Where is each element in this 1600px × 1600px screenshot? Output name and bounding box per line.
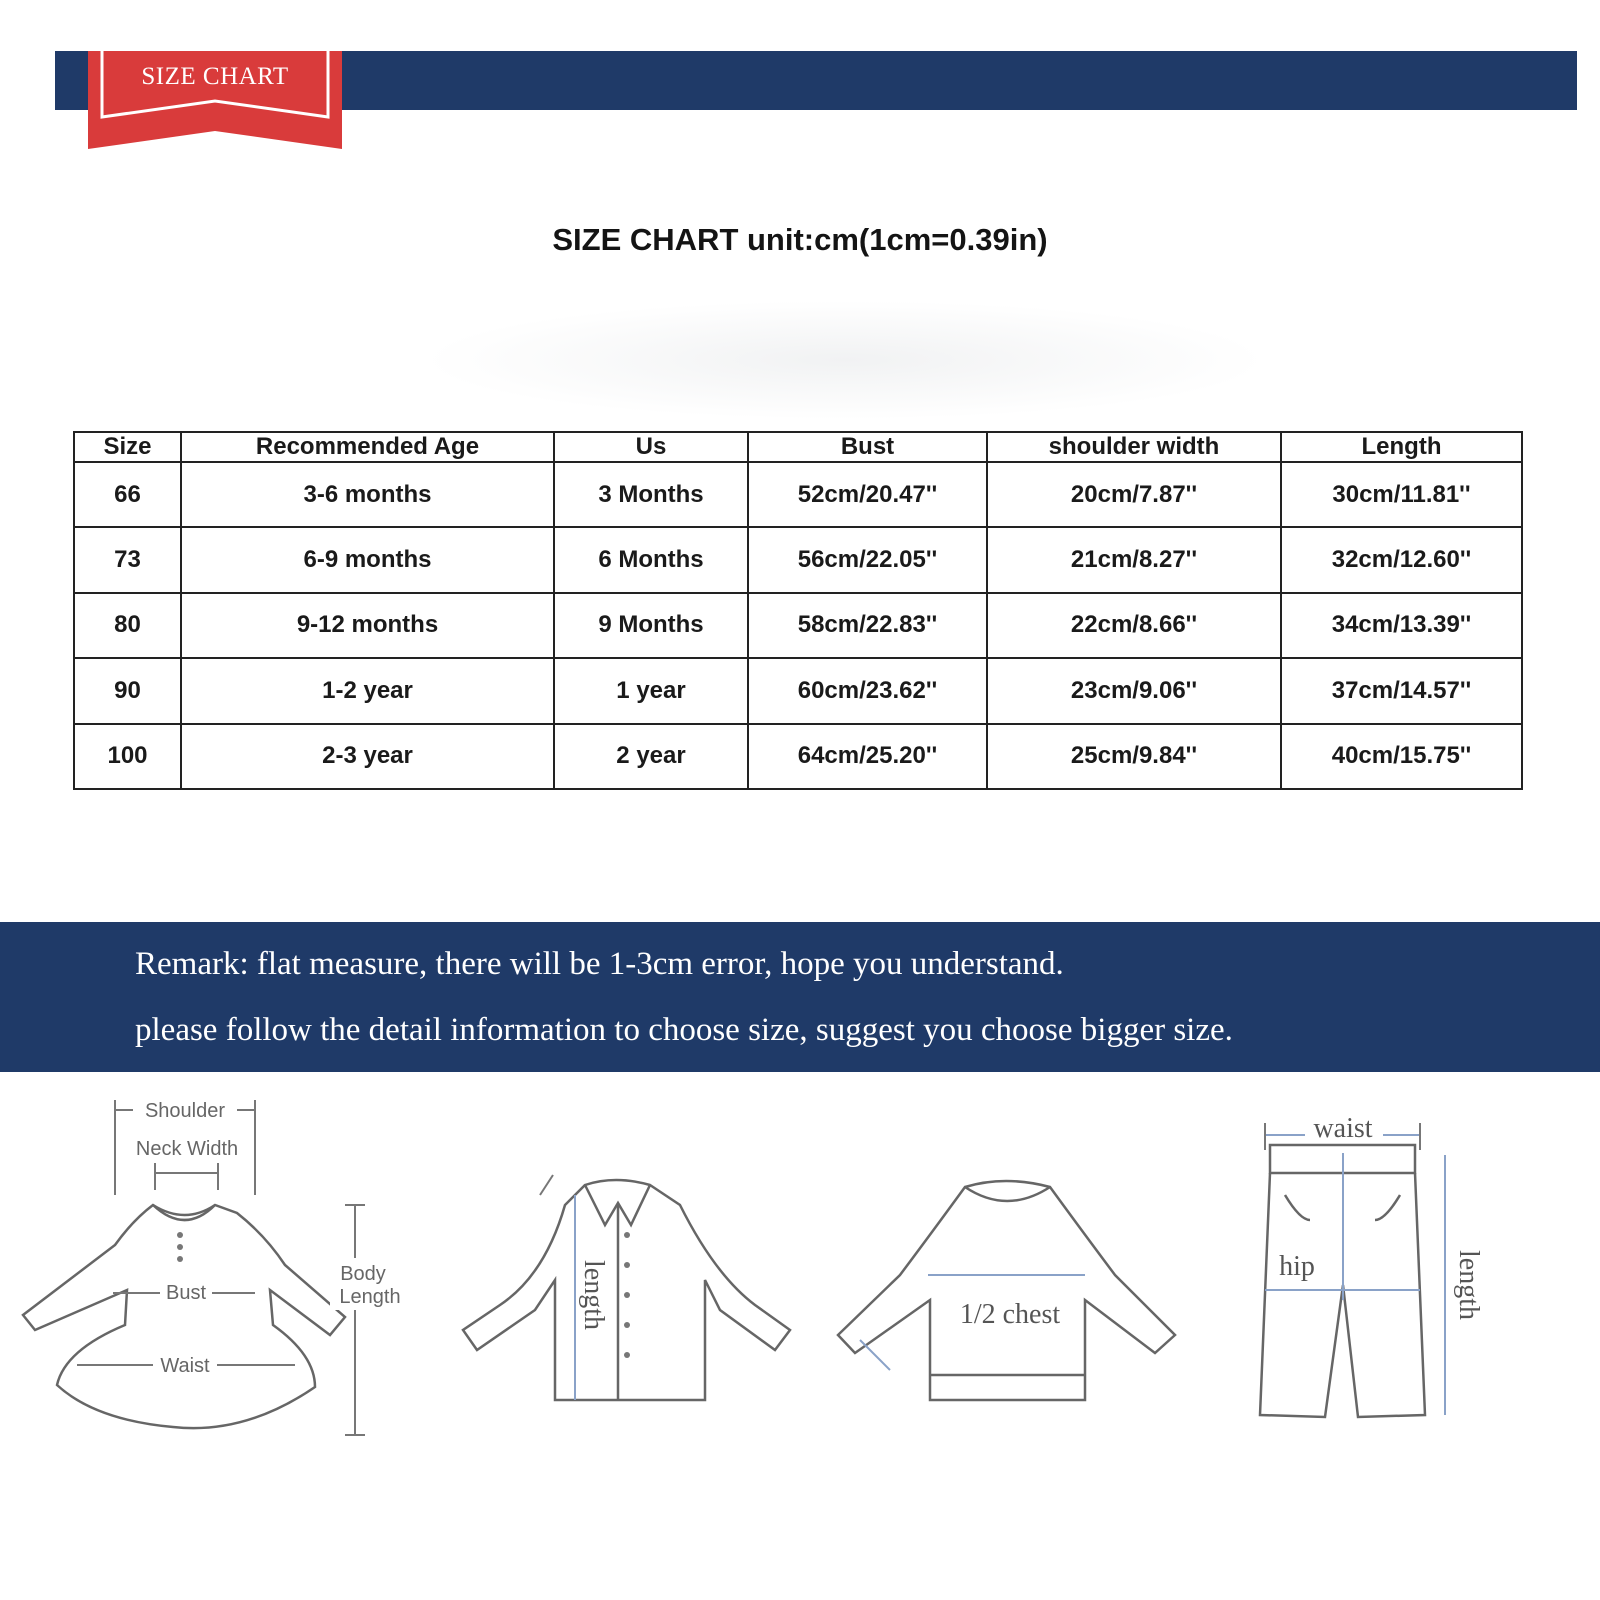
label-half-chest: 1/2 chest [959, 1299, 1061, 1330]
cell-bust: 64cm/25.20'' [748, 724, 987, 789]
cell-us: 2 year [554, 724, 748, 789]
label-shirt-length: length [578, 1260, 609, 1330]
cell-length: 30cm/11.81'' [1281, 462, 1522, 527]
cell-shoulder: 22cm/8.66'' [987, 593, 1281, 658]
cell-age: 3-6 months [181, 462, 554, 527]
header-size: Size [74, 432, 181, 462]
cell-age: 9-12 months [181, 593, 554, 658]
cell-shoulder: 25cm/9.84'' [987, 724, 1281, 789]
header-us: Us [554, 432, 748, 462]
cell-us: 6 Months [554, 527, 748, 592]
sweater-diagram [830, 1095, 1190, 1425]
cell-us: 3 Months [554, 462, 748, 527]
cell-shoulder: 21cm/8.27'' [987, 527, 1281, 592]
remark-line-2: please follow the detail information to choose size, suggest you choose bigger size. [135, 1012, 1233, 1048]
cell-size: 66 [74, 462, 181, 527]
shirt-icon [455, 1095, 805, 1425]
label-body-length: Length [339, 1286, 401, 1308]
cell-age: 2-3 year [181, 724, 554, 789]
label-waist: Waist [160, 1355, 210, 1377]
header-length: Length [1281, 432, 1522, 462]
label-neck-width: Neck Width [135, 1138, 239, 1160]
table-row [74, 724, 1522, 789]
cell-bust: 60cm/23.62'' [748, 658, 987, 723]
cell-us: 1 year [554, 658, 748, 723]
sweater-icon [830, 1095, 1190, 1425]
table-header-row [74, 432, 1522, 462]
cell-size: 100 [74, 724, 181, 789]
dress-icon [15, 1095, 415, 1445]
cell-bust: 52cm/20.47'' [748, 462, 987, 527]
cell-us: 9 Months [554, 593, 748, 658]
badge-label: SIZE CHART [141, 63, 289, 90]
cell-shoulder: 20cm/7.87'' [987, 462, 1281, 527]
label-hip: hip [1279, 1251, 1315, 1282]
cell-size: 90 [74, 658, 181, 723]
remark-line-1: Remark: flat measure, there will be 1-3cm error, hope you understand. [135, 946, 1064, 982]
header-recommended-age: Recommended Age [181, 432, 554, 462]
size-chart-badge [88, 51, 342, 151]
pants-icon [1255, 1095, 1485, 1435]
cell-length: 37cm/14.57'' [1281, 658, 1522, 723]
label-shoulder: Shoulder [144, 1100, 226, 1122]
remark-band [0, 922, 1600, 1072]
table-row [74, 527, 1522, 592]
label-pants-length: length [1453, 1250, 1484, 1320]
cell-bust: 58cm/22.83'' [748, 593, 987, 658]
cell-age: 1-2 year [181, 658, 554, 723]
cell-length: 40cm/15.75'' [1281, 724, 1522, 789]
cell-bust: 56cm/22.05'' [748, 527, 987, 592]
pants-diagram [1255, 1095, 1485, 1435]
cell-shoulder: 23cm/9.06'' [987, 658, 1281, 723]
page-title: SIZE CHART unit:cm(1cm=0.39in) [552, 222, 1048, 257]
cell-length: 32cm/12.60'' [1281, 527, 1522, 592]
cell-age: 6-9 months [181, 527, 554, 592]
size-table [73, 431, 1523, 790]
header-shoulder-width: shoulder width [987, 432, 1281, 462]
label-waist: waist [1313, 1113, 1373, 1144]
table-row [74, 593, 1522, 658]
label-bust: Bust [165, 1282, 207, 1304]
cell-length: 34cm/13.39'' [1281, 593, 1522, 658]
background-haze [420, 300, 1270, 420]
header-bust: Bust [748, 432, 987, 462]
cell-size: 80 [74, 593, 181, 658]
shirt-diagram [455, 1095, 805, 1425]
cell-size: 73 [74, 527, 181, 592]
table-row [74, 658, 1522, 723]
label-body: Body [340, 1263, 386, 1285]
table-row [74, 462, 1522, 527]
dress-diagram [15, 1095, 415, 1445]
